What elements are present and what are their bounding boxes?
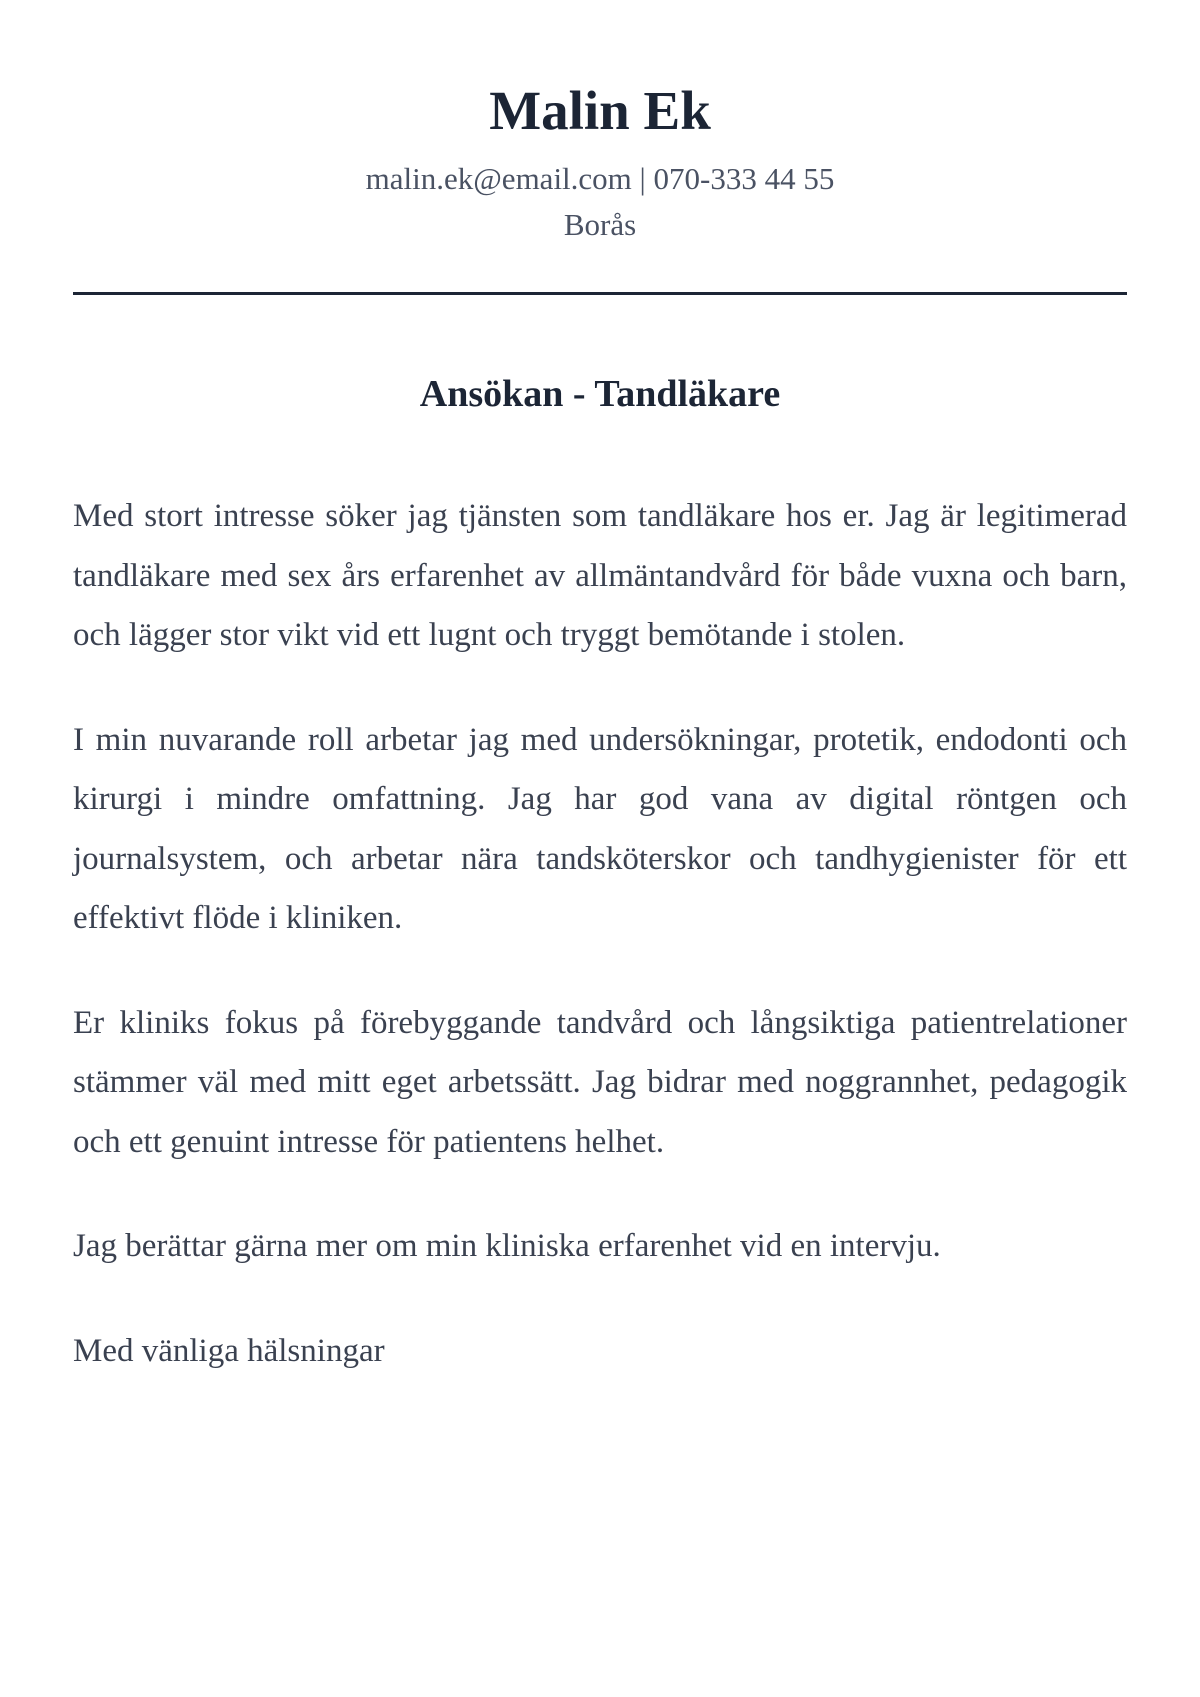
- contact-info: malin.ek@email.com | 070-333 44 55: [365, 161, 835, 196]
- paragraph-interview: Jag berättar gärna mer om min kliniska erfarenhet vid en intervju.: [73, 1228, 941, 1264]
- letter-header: [73, 0, 1127, 248]
- paragraph-intro: Med stort intresse söker jag tjänsten som tandläkare hos er. Jag är legitimerad tandläkare med sex års erfarenhet av allmäntandvård för både vuxna och barn, och lägger stor vikt vid ett lugnt och tryggt bemötande i stolen.: [73, 498, 1127, 653]
- header-divider: [73, 292, 1127, 295]
- closing-salutation: Med vänliga hälsningar: [73, 1332, 385, 1369]
- paragraph-motivation: Er kliniks fokus på förebyggande tandvård och långsiktiga patientrelationer stämmer väl med mitt eget arbetssätt. Jag bidrar med noggrannhet, pedagogik och ett genuint intresse för patientens helhet.: [73, 1004, 1127, 1160]
- letter-body: [73, 487, 1127, 1381]
- paragraph-experience: I min nuvarande roll arbetar jag med undersökningar, protetik, endodonti och kirurgi i mindre omfattning. Jag har god vana av digital röntgen och journalsystem, och arbetar nära tandsköterskor och tandhygienister för ett effektivt flöde i kliniken.: [73, 721, 1127, 936]
- city: Borås: [563, 207, 637, 242]
- letter-subject: Ansökan - Tandläkare: [419, 373, 781, 415]
- applicant-name: Malin Ek: [489, 80, 711, 141]
